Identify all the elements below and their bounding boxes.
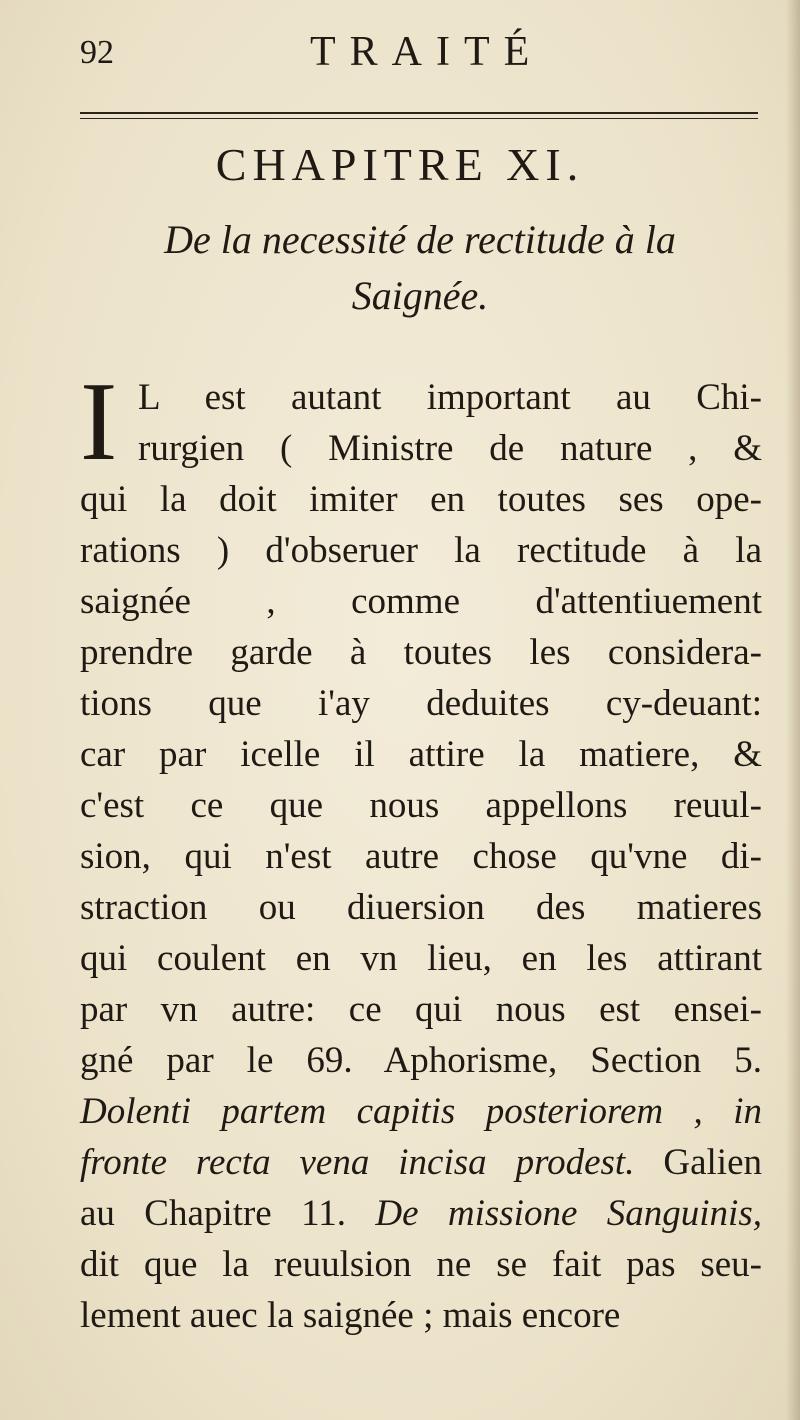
text-line: dit que la reuulsion ne se fait pas seu- — [80, 1244, 762, 1285]
latin-quote-line-2 — [80, 1137, 762, 1188]
text-line: qui coulent en vn lieu, en les attirant — [80, 938, 762, 979]
text-line: tions que i'ay deduites cy-deuant: — [80, 683, 762, 724]
page-edge-shadow — [786, 0, 800, 1420]
text-line: car par icelle il attire la matiere, & — [80, 734, 762, 775]
text-line: L est autant important au Chi- — [138, 377, 762, 418]
drop-cap: I — [80, 360, 118, 484]
text-line: rations ) d'obseruer la rectitude à la — [80, 530, 762, 571]
chapter-subtitle-line-2: Saignée. — [351, 273, 489, 318]
text-line: gné par le 69. Aphorisme, Section 5. — [80, 1040, 762, 1081]
text-line: lement auec la saignée ; mais encore — [80, 1295, 621, 1336]
text-line: par vn autre: ce qui nous est ensei- — [80, 989, 762, 1030]
chapter-subtitle-line-1: De la necessité de rectitude à la — [164, 217, 676, 262]
latin-quote-text: fronte recta vena incisa prodest. — [80, 1142, 635, 1183]
galien-reference-line — [80, 1188, 762, 1239]
running-title: TRAITÉ — [310, 29, 544, 75]
text-line: qui la doit imiter en toutes ses ope- — [80, 479, 762, 520]
chapter-subtitle — [90, 212, 750, 324]
galien-name: Galien — [634, 1142, 762, 1183]
text-line: saignée , comme d'attentiuement — [80, 581, 762, 622]
galien-work-title: De missione Sanguinis, — [375, 1193, 762, 1234]
running-head — [80, 28, 770, 78]
header-rule — [80, 112, 758, 119]
body-text — [80, 360, 762, 1341]
galien-chapter: au Chapitre 11. — [80, 1193, 376, 1234]
page-number: 92 — [80, 34, 114, 71]
latin-quote-line-1: Dolenti partem capitis posteriorem , in — [80, 1091, 762, 1132]
text-line: straction ou diuersion des matieres — [80, 887, 762, 928]
chapter-title: CHAPITRE XI. — [215, 139, 585, 190]
text-line: sion, qui n'est autre chose qu'vne di- — [80, 836, 762, 877]
text-line: c'est ce que nous appellons reuul- — [80, 785, 762, 826]
text-line: rurgien ( Ministre de nature , & — [138, 428, 762, 469]
text-line: prendre garde à toutes les considera- — [80, 632, 762, 673]
